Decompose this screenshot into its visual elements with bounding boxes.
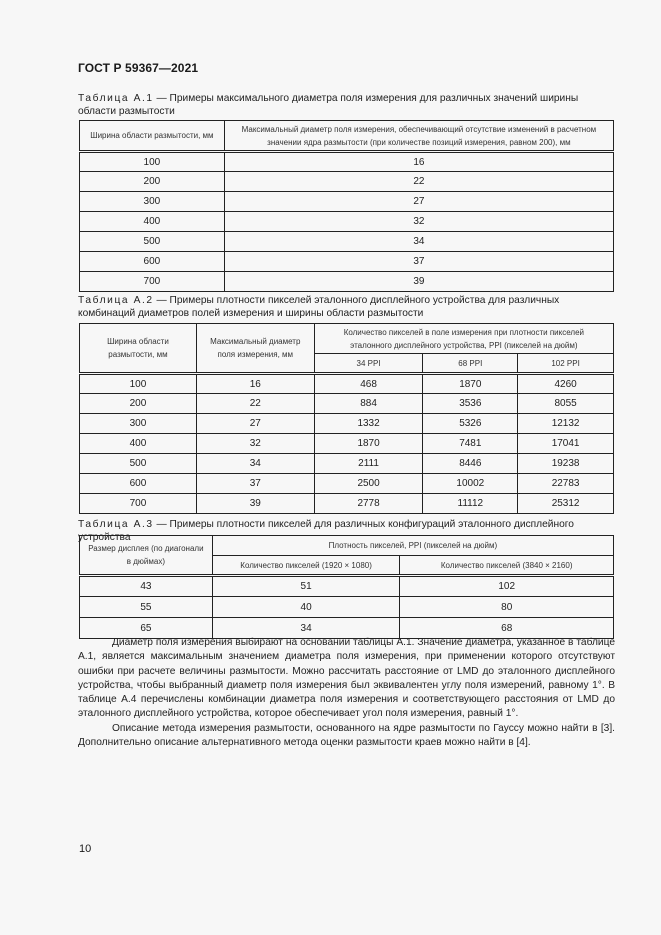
- table-a2-cell: 19238: [518, 454, 614, 474]
- body-text: [78, 636, 615, 750]
- table-a1-row: [80, 172, 614, 192]
- table-a2-cell: 2500: [314, 474, 423, 494]
- table-a2-cell: 16: [196, 374, 314, 394]
- table-a2-cell: 7481: [423, 434, 518, 454]
- table-a2-header-68ppi: 68 PPI: [423, 354, 518, 374]
- table-a1-cell: 300: [80, 192, 225, 212]
- table-a2: [79, 323, 614, 514]
- table-a3-cell: 80: [400, 597, 614, 618]
- table-a1-header-width: Ширина области размытости, мм: [80, 121, 225, 152]
- table-a2-header-102ppi: 102 PPI: [518, 354, 614, 374]
- table-a1-cell: 100: [80, 152, 225, 172]
- table-a3-header-display-size: Размер дисплея (по диагонали в дюймах): [80, 536, 213, 576]
- table-a1: [79, 120, 614, 292]
- table-a2-header-pixel-count: Количество пикселей в поле измерения при плотности пикселей эталонного дисплейного устройства, PPI (пикселей на дюйм): [314, 324, 613, 354]
- table-a1-cell: 600: [80, 252, 225, 272]
- table-a2-header-34ppi: 34 PPI: [314, 354, 423, 374]
- table-a2-cell: 8055: [518, 394, 614, 414]
- table-a2-cell: 22783: [518, 474, 614, 494]
- table-a2-cell: 39: [196, 494, 314, 514]
- table-a2-header-diameter: Максимальный диаметр поля измерения, мм: [196, 324, 314, 374]
- table-a1-cell: 32: [224, 212, 613, 232]
- table-a2-row: [80, 414, 614, 434]
- table-a2-cell: 1870: [423, 374, 518, 394]
- table-a2-cell: 100: [80, 374, 197, 394]
- table-a2-row: [80, 494, 614, 514]
- table-a2-cell: 700: [80, 494, 197, 514]
- table-a3-header-fullhd: Количество пикселей (1920 × 1080): [212, 556, 400, 576]
- table-a2-cell: 37: [196, 474, 314, 494]
- paragraph-2: Описание метода измерения размытости, основанного на ядре размытости по Гауссу можно найти в [3]. Дополнительно описание альтернативного метода оценки размытости краев можно найти в [4].: [78, 722, 615, 749]
- table-a2-cell: 2778: [314, 494, 423, 514]
- table-a1-cell: 39: [224, 272, 613, 292]
- table-a1-row: [80, 232, 614, 252]
- table-a3-header-pixel-density: Плотность пикселей, PPI (пикселей на дюйм): [212, 536, 613, 556]
- table-a2-cell: 2111: [314, 454, 423, 474]
- document-header: ГОСТ Р 59367—2021: [78, 61, 199, 75]
- table-a3-cell: 40: [212, 597, 400, 618]
- table-a2-cell: 17041: [518, 434, 614, 454]
- table-a1-label: Таблица А.1: [78, 93, 154, 104]
- table-a3-row: [80, 576, 614, 597]
- table-a1-cell: 700: [80, 272, 225, 292]
- table-a2-cell: 5326: [423, 414, 518, 434]
- table-a1-cell: 500: [80, 232, 225, 252]
- table-a2-cell: 500: [80, 454, 197, 474]
- paragraph-1: Диаметр поля измерения выбирают на основании таблицы А.1. Значение диаметра, указанное в таблице А.1, является максимальным значением диаметра поля измерения, при применении которого отсутствуют ошибки при расчете величины размытости. Можно рассчитать расстояние от LMD до эталонного дисплейного устройства, чтобы выбранный диаметр поля измерения был эквивалентен углу поля измерений, равному 1°. В таблице А.4 перечислены комбинации диаметра поля измерения и соответствующего расстояния от LMD до эталонного дисплейного устройства, которое обеспечивает угол поля измерения, равный 1°.: [78, 637, 615, 720]
- table-a2-cell: 12132: [518, 414, 614, 434]
- table-a1-cell: 16: [224, 152, 613, 172]
- table-a2-cell: 25312: [518, 494, 614, 514]
- table-a2-cell: 468: [314, 374, 423, 394]
- table-a3-cell: 102: [400, 576, 614, 597]
- table-a1-header-diameter: Максимальный диаметр поля измерения, обеспечивающий отсутствие изменений в расчетном значении ядра размытости (при количестве позиций измерения, равном 200), мм: [224, 121, 613, 152]
- table-a2-header-width: Ширина области размытости, мм: [80, 324, 197, 374]
- table-a3-cell: 43: [80, 576, 213, 597]
- table-a2-cell: 22: [196, 394, 314, 414]
- table-a3-header-4k: Количество пикселей (3840 × 2160): [400, 556, 614, 576]
- table-a3-label: Таблица А.3: [78, 519, 154, 530]
- table-a2-cell: 200: [80, 394, 197, 414]
- table-a1-cell: 200: [80, 172, 225, 192]
- table-a2-cell: 27: [196, 414, 314, 434]
- table-a3-row: [80, 597, 614, 618]
- table-a2-caption: [78, 294, 615, 320]
- table-a1-cell: 400: [80, 212, 225, 232]
- page-number: 10: [79, 843, 92, 855]
- table-a2-cell: 300: [80, 414, 197, 434]
- table-a1-cell: 34: [224, 232, 613, 252]
- table-a1-row: [80, 192, 614, 212]
- table-a2-row: [80, 474, 614, 494]
- table-a2-cell: 3536: [423, 394, 518, 414]
- table-a2-row: [80, 394, 614, 414]
- table-a3-cell: 68: [400, 618, 614, 639]
- table-a2-cell: 400: [80, 434, 197, 454]
- table-a3: [79, 535, 614, 639]
- table-a1-row: [80, 252, 614, 272]
- table-a1-caption: [78, 92, 615, 118]
- table-a2-cell: 1332: [314, 414, 423, 434]
- table-a1-row: [80, 212, 614, 232]
- table-a2-cell: 1870: [314, 434, 423, 454]
- table-a3-cell: 65: [80, 618, 213, 639]
- table-a2-cell: 32: [196, 434, 314, 454]
- table-a2-label: Таблица А.2: [78, 295, 154, 306]
- table-a2-cell: 4260: [518, 374, 614, 394]
- table-a2-row: [80, 374, 614, 394]
- table-a2-row: [80, 434, 614, 454]
- table-a1-cell: 37: [224, 252, 613, 272]
- table-a2-cell: 600: [80, 474, 197, 494]
- table-a2-cell: 10002: [423, 474, 518, 494]
- table-a2-cell: 34: [196, 454, 314, 474]
- table-a1-title: — Примеры максимального диаметра поля измерения для различных значений ширины области размытости: [78, 93, 579, 117]
- table-a2-cell: 8446: [423, 454, 518, 474]
- table-a1-cell: 27: [224, 192, 613, 212]
- table-a2-cell: 11112: [423, 494, 518, 514]
- table-a3-cell: 55: [80, 597, 213, 618]
- table-a2-title: — Примеры плотности пикселей эталонного дисплейного устройства для различных комбинаций диаметров полей измерения и ширины области размытости: [78, 295, 560, 319]
- table-a3-cell: 34: [212, 618, 400, 639]
- table-a3-title: — Примеры плотности пикселей для различных конфигураций эталонного дисплейного устройства: [78, 519, 574, 543]
- table-a1-cell: 22: [224, 172, 613, 192]
- table-a1-row: [80, 152, 614, 172]
- table-a1-row: [80, 272, 614, 292]
- table-a2-cell: 884: [314, 394, 423, 414]
- table-a2-row: [80, 454, 614, 474]
- table-a3-cell: 51: [212, 576, 400, 597]
